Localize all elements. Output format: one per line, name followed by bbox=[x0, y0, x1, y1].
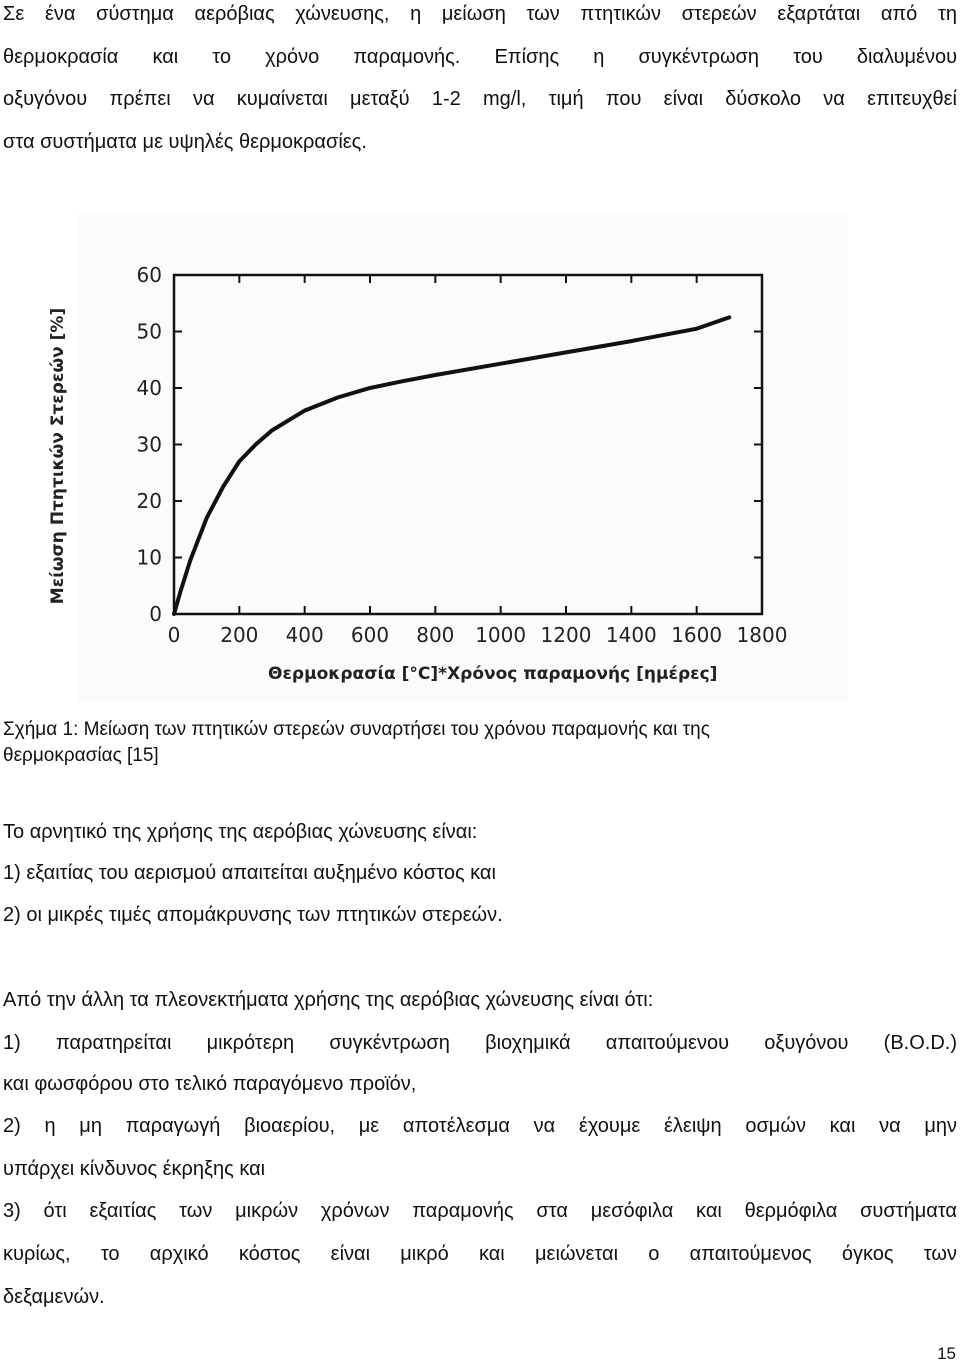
advantages-line-3: και φωσφόρου στο τελικό παραγόμενο προϊόν, bbox=[3, 1073, 417, 1095]
intro-line-2: θερμοκρασία και το χρόνο παραμονής. Επίσης η συγκέντρωση του διαλυμένου bbox=[3, 46, 957, 68]
x-tick-label: 1800 bbox=[736, 623, 788, 647]
y-tick-label: 10 bbox=[136, 545, 162, 570]
negatives-item-2: 2) οι μικρές τιμές απομάκρυνσης των πτητικών στερεών. bbox=[3, 904, 503, 926]
x-tick-label: 400 bbox=[285, 623, 324, 647]
advantages-line-6: 3) ότι εξαιτίας των μικρών χρόνων παραμονής στα μεσόφιλα και θερμόφιλα συστήματα bbox=[3, 1200, 957, 1222]
y-axis-label: Μείωση Πτητικών Στερεών [%] bbox=[48, 307, 68, 605]
page-number: 15 bbox=[937, 1344, 956, 1363]
advantages-line-5: υπάρχει κίνδυνος έκρηξης και bbox=[3, 1158, 266, 1180]
negatives-intro: Το αρνητικό της χρήσης της αερόβιας χώνευσης είναι: bbox=[3, 821, 478, 843]
y-tick-label: 60 bbox=[136, 263, 162, 287]
advantages-line-7: κυρίως, το αρχικό κόστος είναι μικρό και μειώνεται ο απαιτούμενος όγκος των bbox=[3, 1243, 957, 1265]
x-tick-label: 1400 bbox=[605, 623, 657, 647]
y-tick-label: 20 bbox=[136, 489, 162, 513]
x-tick-label: 800 bbox=[416, 623, 455, 647]
intro-line-4: στα συστήματα με υψηλές θερμοκρασίες. bbox=[3, 131, 367, 153]
y-tick-label: 30 bbox=[136, 432, 162, 457]
advantages-line-8: δεξαμενών. bbox=[3, 1286, 105, 1308]
chart bbox=[78, 212, 848, 702]
x-tick-label: 200 bbox=[220, 623, 259, 647]
chart-background bbox=[78, 212, 848, 702]
advantages-line-2: 1) παρατηρείται μικρότερη συγκέντρωση βιοχημικά απαιτούμενου οξυγόνου (B.O.D.) bbox=[3, 1032, 957, 1054]
intro-line-1: Σε ένα σύστημα αερόβιας χώνευσης, η μείωση των πτητικών στερεών εξαρτάται από τη bbox=[3, 3, 957, 25]
advantages-intro: Από την άλλη τα πλεονεκτήματα χρήσης της αερόβιας χώνευσης είναι ότι: bbox=[3, 989, 654, 1011]
y-tick-label: 40 bbox=[136, 376, 162, 400]
figure-caption-line-2: θερμοκρασίας [15] bbox=[3, 745, 159, 766]
advantages-line-4: 2) η μη παραγωγή βιοαερίου, με αποτέλεσμα να έχουμε έλειψη οσμών και να μην bbox=[3, 1115, 957, 1137]
x-tick-label: 1200 bbox=[540, 623, 592, 647]
y-tick-label: 0 bbox=[149, 602, 162, 626]
x-axis-label: Θερμοκρασία [°C]*Χρόνος παραμονής [ημέρες] bbox=[268, 664, 718, 684]
x-tick-label: 1600 bbox=[671, 623, 723, 647]
x-tick-label: 1000 bbox=[475, 623, 527, 647]
figure-caption-line-1: Σχήμα 1: Μείωση των πτητικών στερεών συναρτήσει του χρόνου παραμονής και της bbox=[3, 719, 710, 740]
intro-line-3: οξυγόνου πρέπει να κυμαίνεται μεταξύ 1-2 mg/l, τιμή που είναι δύσκολο να επιτευχθεί bbox=[3, 88, 957, 110]
y-tick-label: 50 bbox=[136, 319, 162, 344]
x-tick-label: 600 bbox=[350, 623, 390, 647]
x-tick-label: 0 bbox=[167, 623, 181, 647]
negatives-item-1: 1) εξαιτίας του αερισμού απαιτείται αυξημένο κόστος και bbox=[3, 862, 496, 884]
